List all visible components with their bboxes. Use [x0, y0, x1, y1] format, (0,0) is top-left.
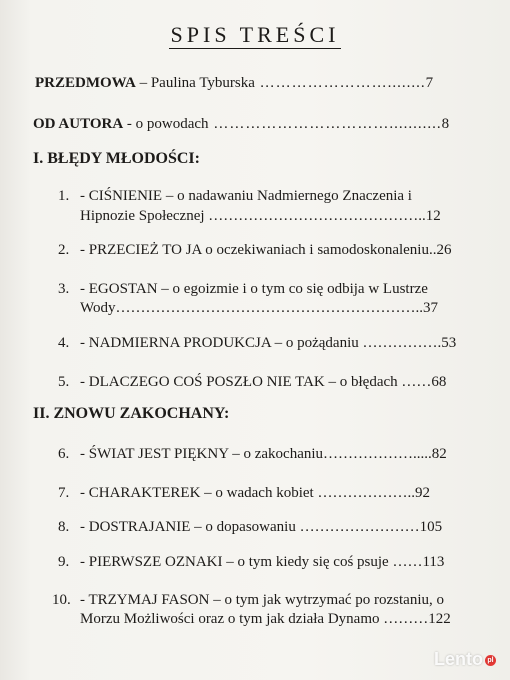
toc-entry [58, 484, 430, 502]
toc-entry [58, 334, 456, 352]
front-entry-text: - o powodach [123, 116, 209, 132]
entry-number: 5. [58, 374, 70, 390]
entry-number: 2. [58, 242, 70, 258]
watermark-text: Lento [434, 649, 483, 669]
entry-text: - NADMIERNA PRODUKCJA – o pożądaniu …………….53 [80, 335, 457, 351]
entry-number: 9. [58, 554, 70, 570]
entry-number: 8. [58, 519, 70, 535]
front-entry-page: 8 [441, 116, 450, 132]
front-entry-dots: ……………………………........... [208, 116, 442, 132]
front-entry-page: 7 [425, 75, 434, 91]
toc-entry [52, 591, 444, 609]
entry-number: 4. [58, 335, 70, 351]
toc-entry [58, 241, 451, 259]
toc-entry-continuation: Morzu Możliwości oraz o tym jak działa Dynamo ………122 [80, 611, 451, 627]
entry-text: - ŚWIAT JEST PIĘKNY – o zakochaniu……………….....82 [80, 446, 447, 462]
entry-text: - CHARAKTEREK – o wadach kobiet ………………..92 [80, 485, 430, 501]
toc-entry [58, 187, 412, 205]
watermark-dot: pl [485, 655, 496, 666]
toc-title: SPIS TREŚCI [170, 22, 340, 47]
front-entry-text: – Paulina Tyburska [135, 75, 255, 91]
entry-number: 1. [58, 188, 70, 204]
toc-entry-continuation: Wody……………………………………………………..37 [80, 300, 438, 316]
entry-text: - DOSTRAJANIE – o dopasowaniu ……………………105 [80, 519, 443, 535]
section-heading-1: I. BŁĘDY MŁODOŚCI: [33, 150, 200, 167]
front-entry-label: PRZEDMOWA [35, 75, 136, 91]
toc-entry [58, 553, 444, 571]
entry-text: - PRZECIEŻ TO JA o oczekiwaniach i samodoskonaleniu..26 [80, 242, 452, 258]
lento-watermark-logo [434, 649, 496, 670]
front-entry-od-autora [33, 115, 449, 133]
toc-entry [58, 373, 446, 391]
entry-text: - DLACZEGO COŚ POSZŁO NIE TAK – o błędach ……68 [80, 374, 447, 390]
front-entry-dots: ……………………........ [254, 75, 426, 91]
entry-text: - PIERWSZE OZNAKI – o tym kiedy się coś psuje ……113 [80, 554, 445, 570]
toc-entry-continuation: Hipnozie Społecznej ……………………………………..12 [80, 208, 441, 224]
entry-number: 7. [58, 485, 70, 501]
front-entry-przedmowa [35, 74, 433, 92]
entry-number: 10. [52, 592, 71, 608]
entry-text: - EGOSTAN – o egoizmie i o tym co się odbija w Lustrze [80, 281, 428, 297]
entry-number: 6. [58, 446, 70, 462]
toc-entry [58, 280, 428, 298]
front-entry-label: OD AUTORA [33, 116, 124, 132]
entry-text: - TRZYMAJ FASON – o tym jak wytrzymać po rozstaniu, o [80, 592, 444, 608]
toc-entry [58, 518, 442, 536]
entry-number: 3. [58, 281, 70, 297]
toc-entry [58, 445, 447, 463]
entry-text: - CIŚNIENIE – o nadawaniu Nadmiernego Znaczenia i [80, 188, 412, 204]
section-heading-2: II. ZNOWU ZAKOCHANY: [33, 405, 230, 422]
